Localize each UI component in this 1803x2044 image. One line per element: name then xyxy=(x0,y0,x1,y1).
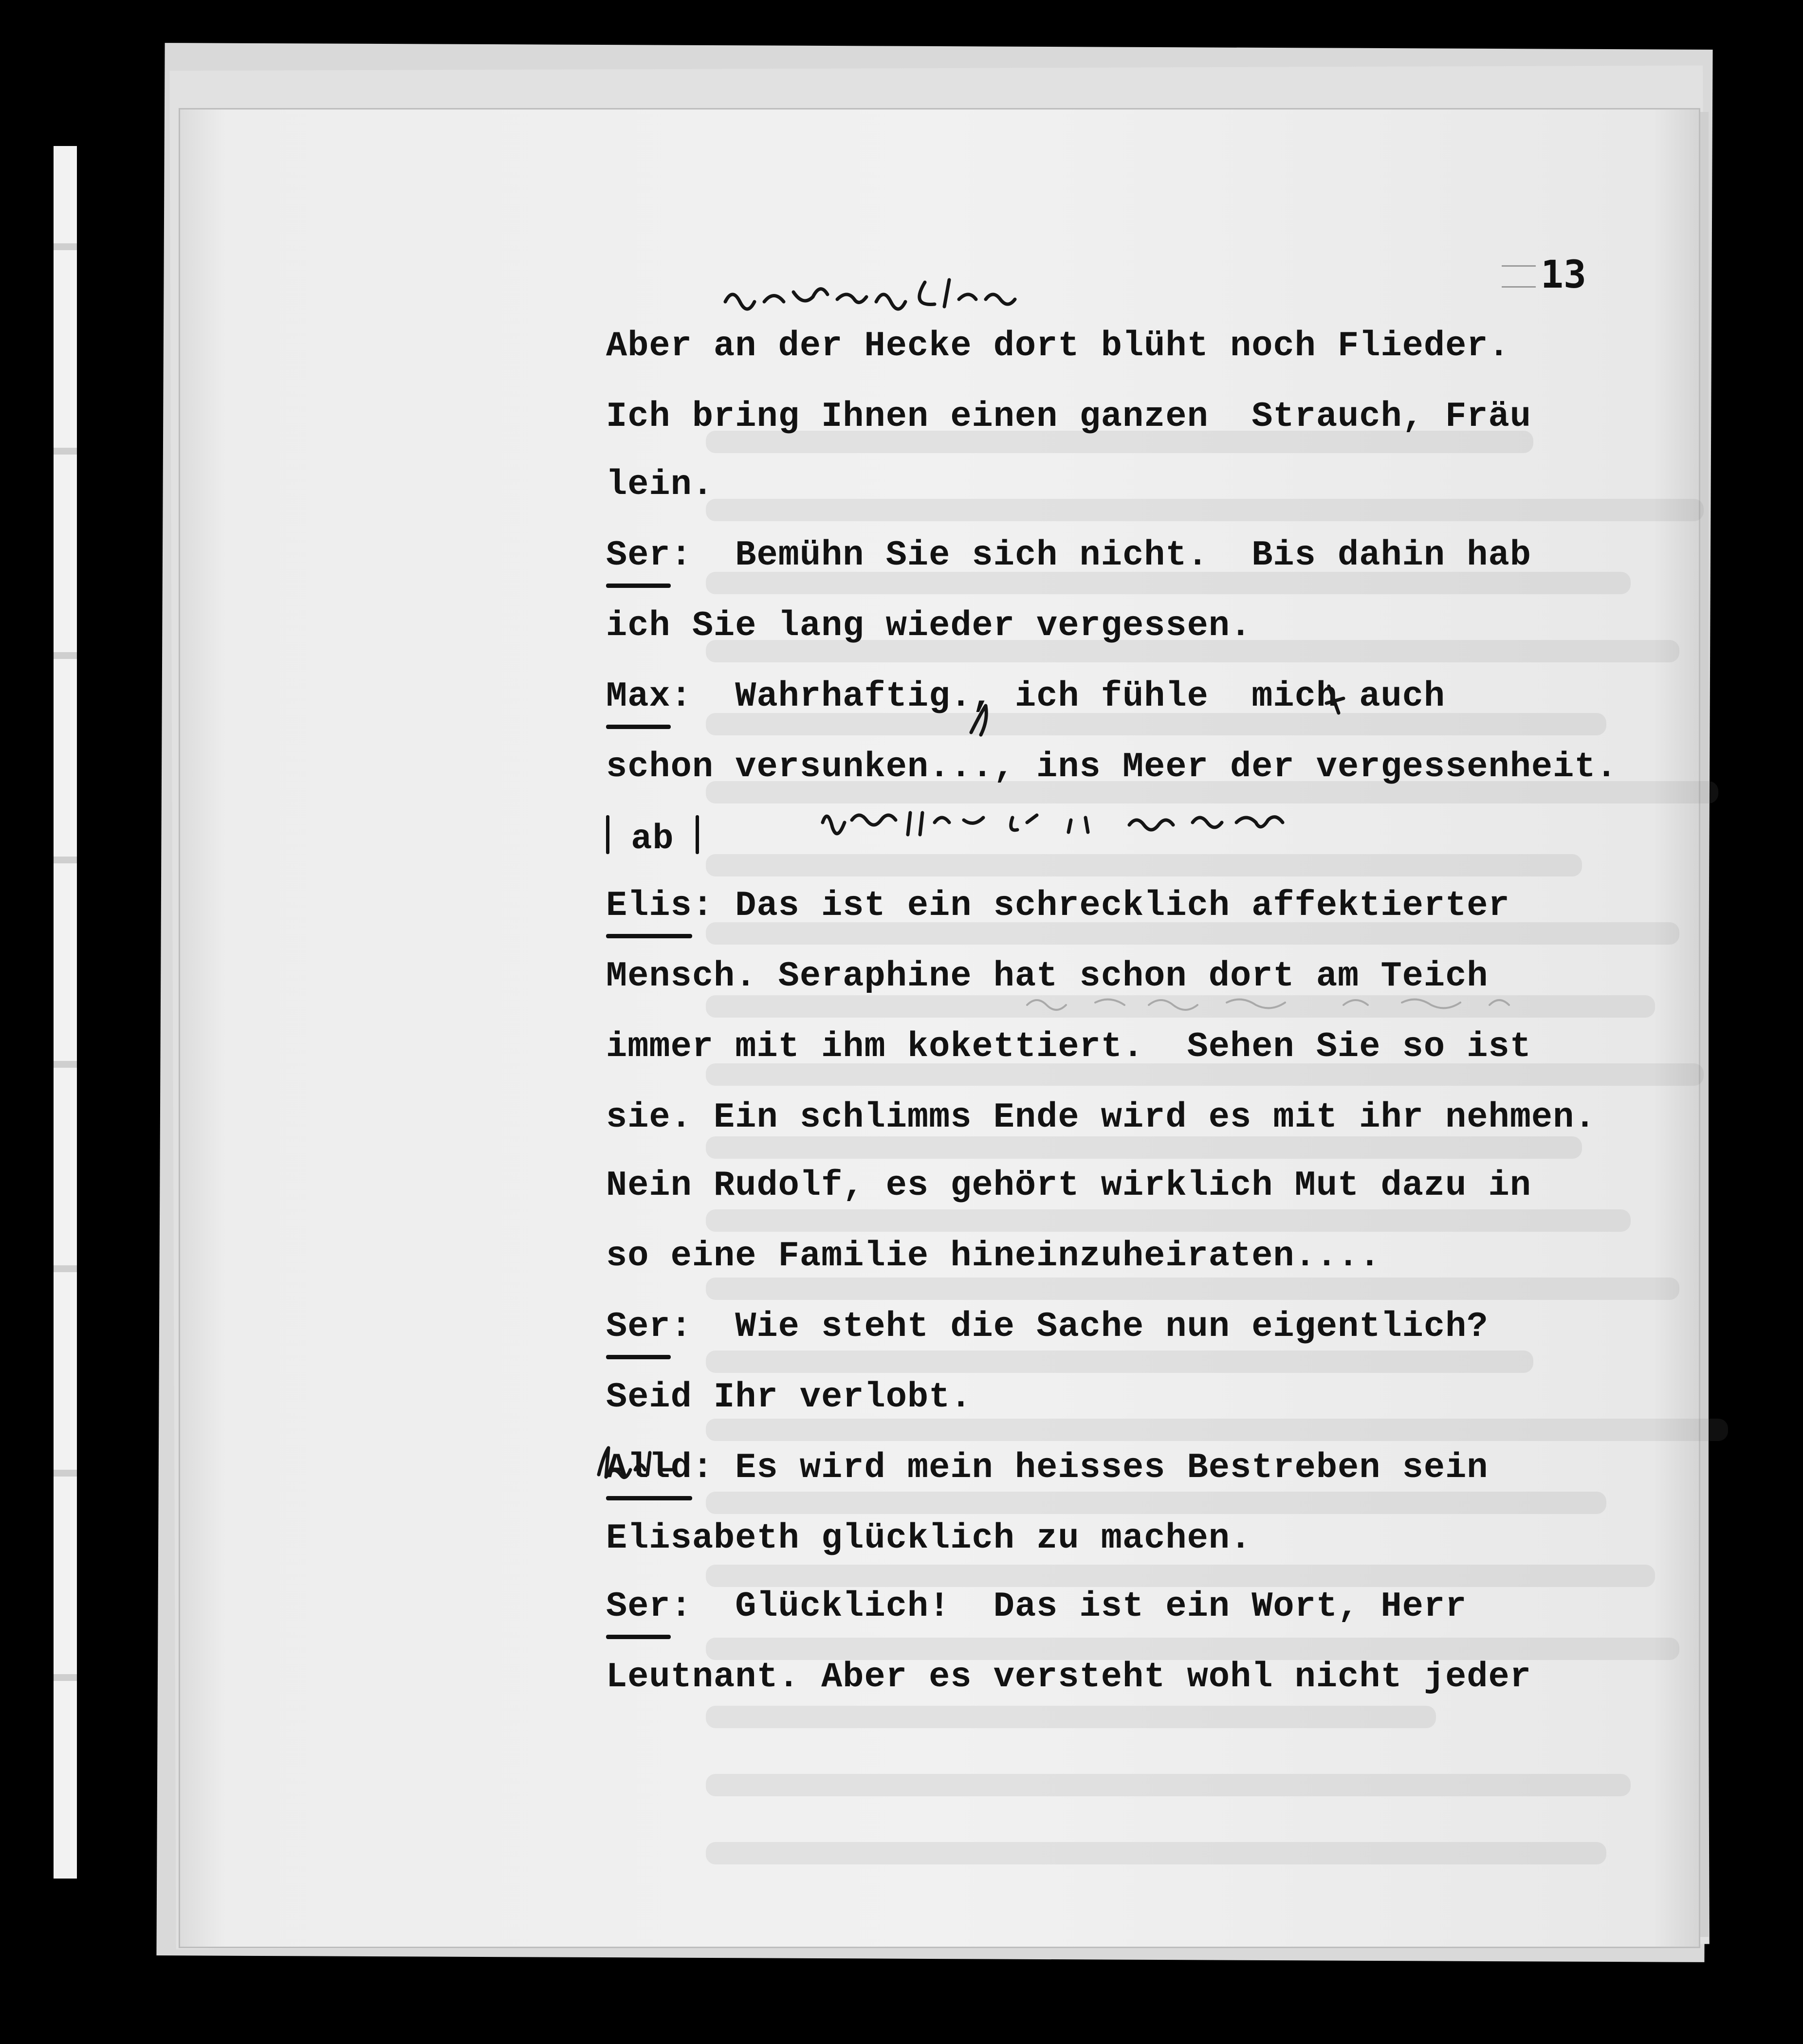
script-line xyxy=(606,747,1618,787)
script-line xyxy=(606,1657,1531,1697)
line-text: Seid Ihr verlobt. xyxy=(606,1377,972,1417)
script-line xyxy=(606,465,714,505)
left-binding-strip xyxy=(54,146,77,1879)
script-line xyxy=(606,535,1531,575)
speaker-name: Ser xyxy=(606,1587,671,1626)
handwritten-correction-mark xyxy=(1322,681,1351,720)
struck-page-number xyxy=(1502,265,1536,288)
line-text: Leutnant. Aber es versteht wohl nicht jeder xyxy=(606,1657,1531,1697)
line-text: Elisabeth glücklich zu machen. xyxy=(606,1518,1252,1558)
script-line xyxy=(606,397,1531,437)
line-text: schon versunken..., ins Meer der vergessenheit. xyxy=(606,747,1618,787)
script-line xyxy=(606,1587,1467,1626)
line-text: Mensch. Seraphine hat schon dort am Teich xyxy=(606,956,1489,996)
stage-direction xyxy=(606,815,699,859)
bracket-mark xyxy=(606,815,609,854)
line-text: : Wie steht die Sache nun eigentlich? xyxy=(670,1307,1489,1347)
line-text: : Bemühn Sie sich nicht. Bis dahin hab xyxy=(670,535,1531,575)
script-line xyxy=(606,1377,972,1417)
script-line xyxy=(606,1166,1531,1205)
line-text: immer mit ihm kokettiert. Sehen Sie so ist xyxy=(606,1027,1531,1067)
script-line xyxy=(606,326,1510,366)
handwritten-insertion-top xyxy=(720,273,1022,331)
handwritten-speaker-correction xyxy=(591,1441,699,1484)
line-text: sie. Ein schlimms Ende wird es mit ihr nehmen. xyxy=(606,1097,1596,1137)
speaker-name: Max xyxy=(606,676,671,716)
script-line xyxy=(606,1027,1531,1067)
page-number: 13 xyxy=(1541,253,1586,297)
line-text: lein. xyxy=(606,465,714,505)
line-text: : Es wird mein heisses Bestreben sein xyxy=(692,1448,1489,1488)
bracket-mark xyxy=(696,815,699,854)
line-text: : Glücklich! Das ist ein Wort, Herr xyxy=(670,1587,1467,1626)
handwritten-insertion-middle xyxy=(818,803,1402,847)
line-text: Nein Rudolf, es gehört wirklich Mut dazu in xyxy=(606,1166,1531,1205)
speaker-name: Ser xyxy=(606,535,671,575)
line-text: ich Sie lang wieder vergessen. xyxy=(606,606,1252,646)
script-line xyxy=(606,1236,1380,1276)
script-line xyxy=(606,1518,1251,1558)
script-line xyxy=(606,606,1251,646)
script-line xyxy=(606,1307,1489,1347)
pencil-annotation xyxy=(1022,988,1558,1017)
script-line xyxy=(606,886,1510,926)
speaker-name: Ser xyxy=(606,1307,671,1347)
line-text: Ich bring Ihnen einen ganzen Strauch, Fräu xyxy=(606,397,1531,437)
script-line xyxy=(606,1448,1489,1488)
line-text: ab xyxy=(631,819,674,859)
script-line xyxy=(606,676,1445,716)
handwritten-correction-mark xyxy=(961,698,1005,742)
script-line xyxy=(606,1097,1596,1137)
line-text: : Wahrhaftig., ich fühle mich auch xyxy=(670,676,1446,716)
line-text: : Das ist ein schrecklich affektierter xyxy=(692,886,1510,926)
speaker-name: Elis xyxy=(606,886,692,926)
speaker-name: Alld xyxy=(606,1448,692,1488)
line-text: so eine Familie hineinzuheiraten.... xyxy=(606,1236,1381,1276)
line-text: Aber an der Hecke dort blüht noch Flieder. xyxy=(606,326,1510,366)
